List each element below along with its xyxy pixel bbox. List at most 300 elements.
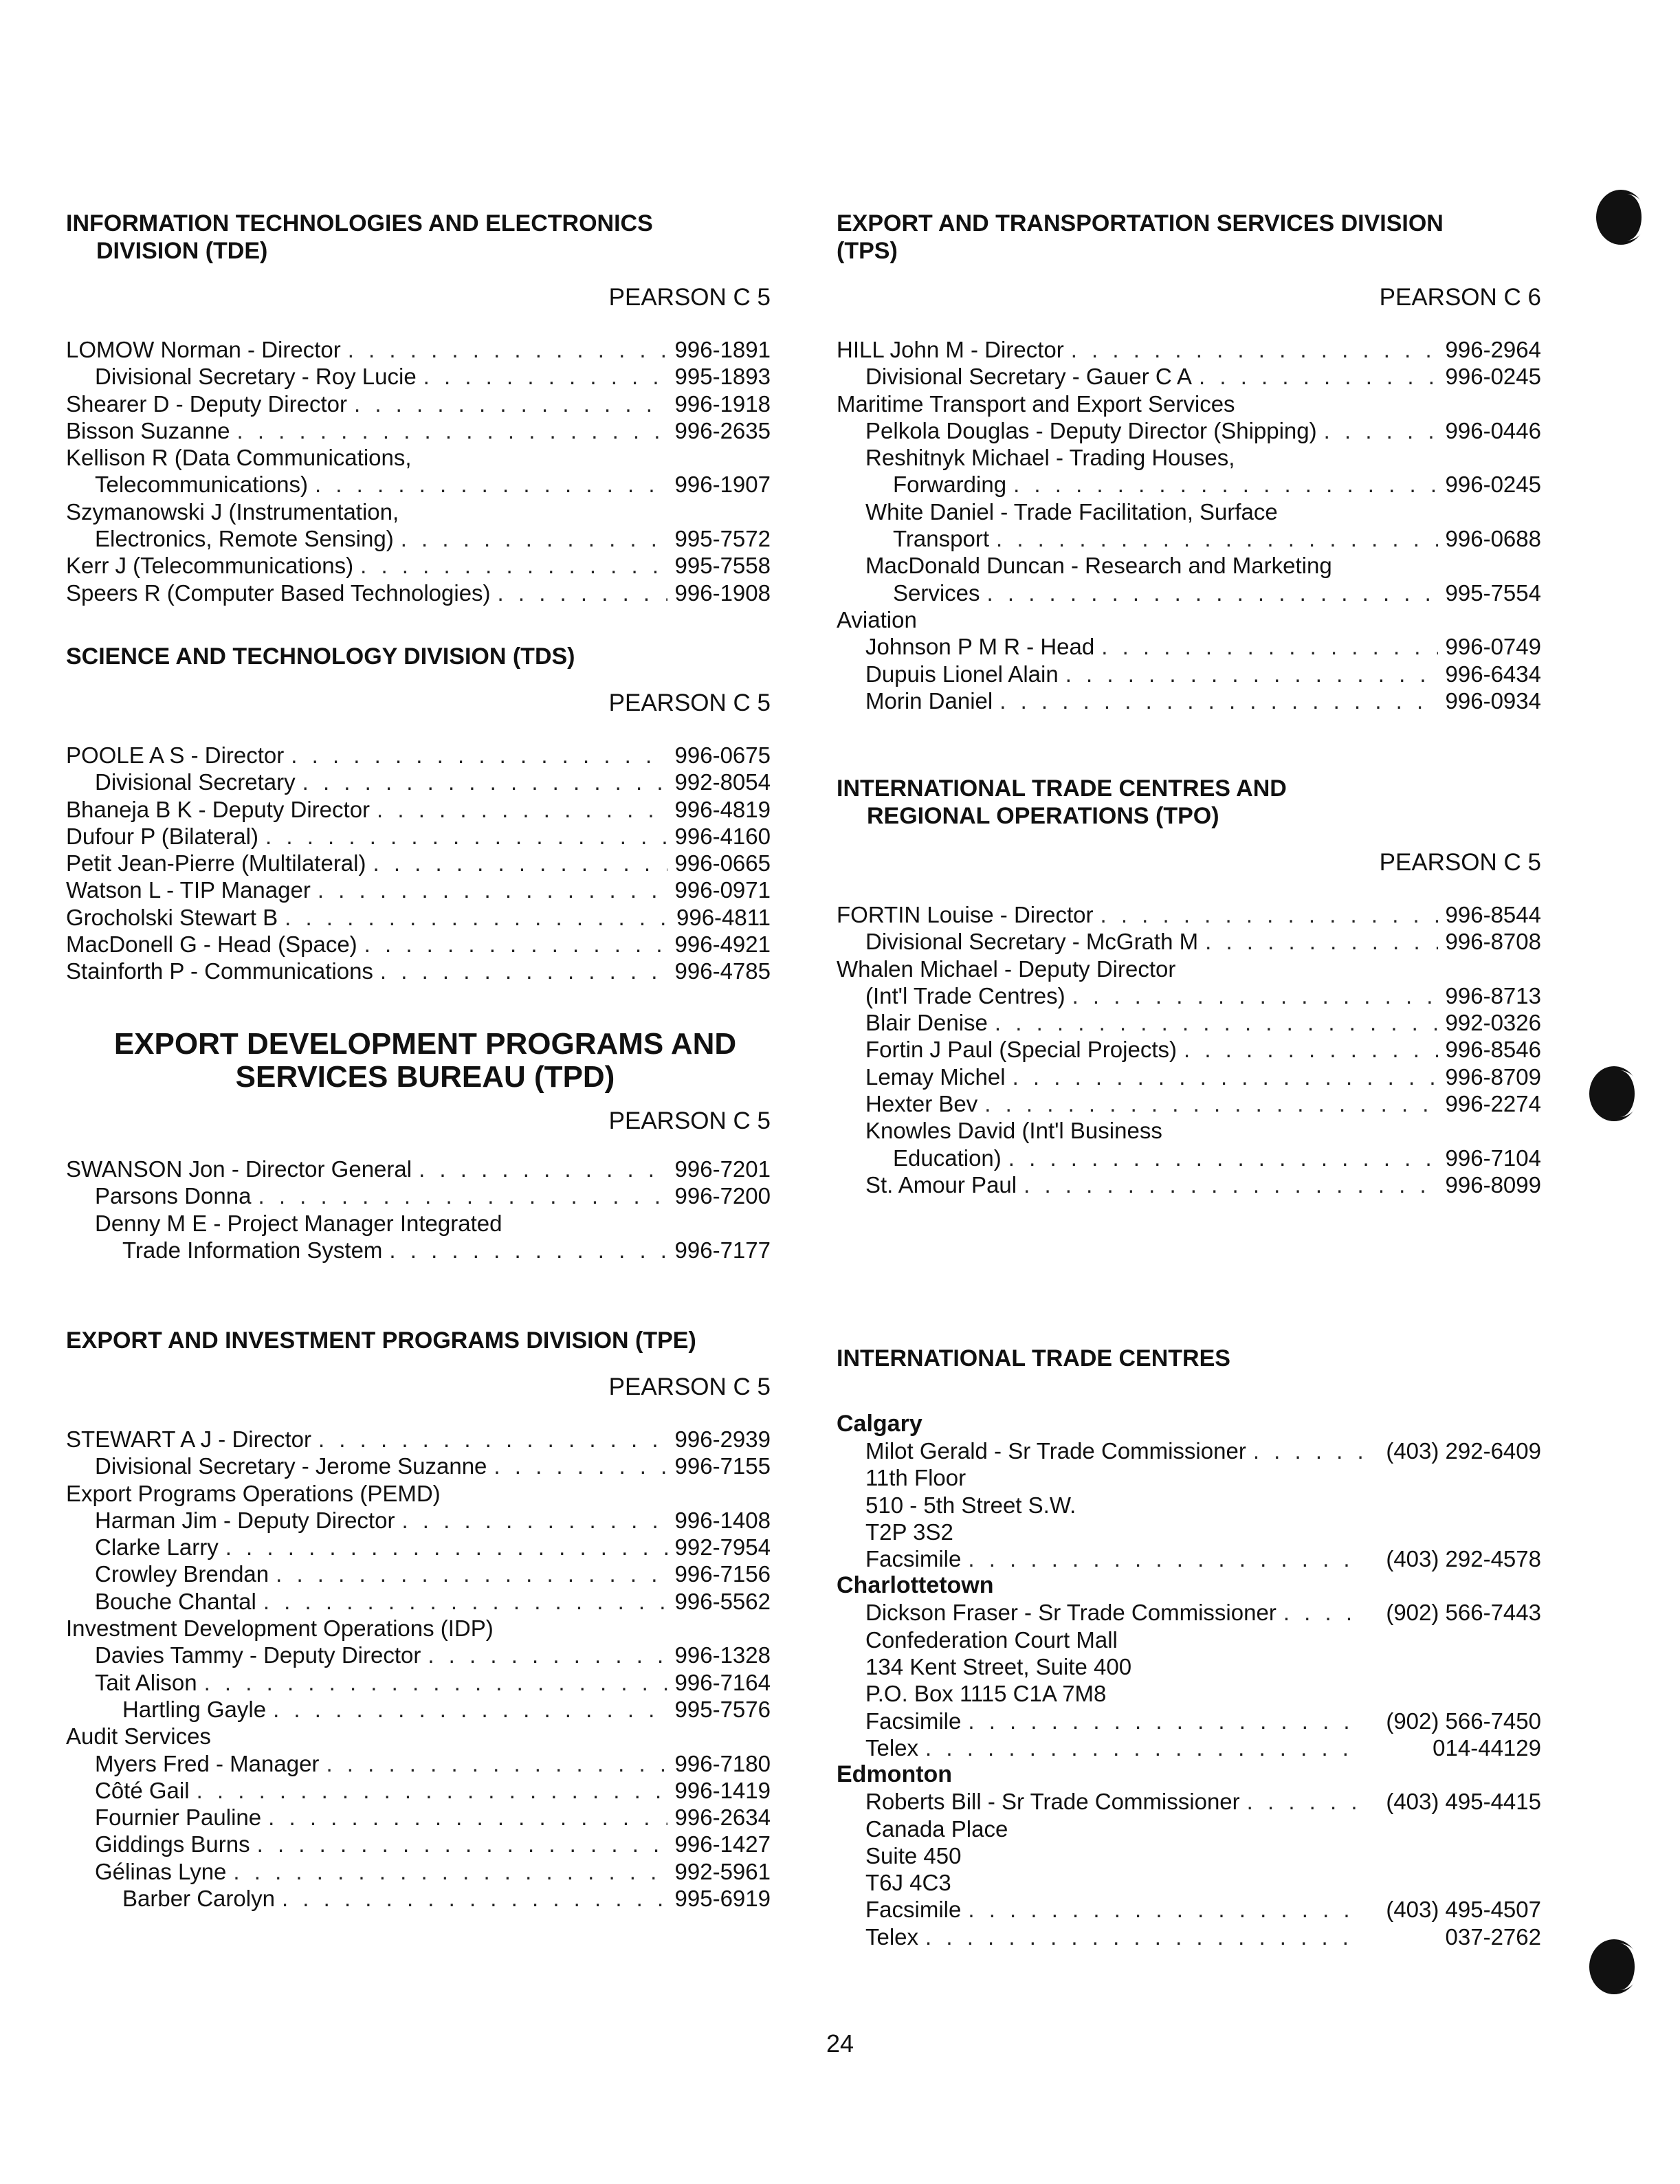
directory-entry	[837, 552, 1541, 579]
entry-name: Fournier Pauline	[95, 1805, 262, 1831]
location-label: PEARSON C 6	[1379, 284, 1541, 311]
dot-leader	[1093, 901, 1438, 928]
entry-phone: 996-7104	[1445, 1145, 1541, 1171]
section-title-line-1: EXPORT AND TRANSPORTATION SERVICES DIVISION	[837, 210, 1444, 236]
entry-phone: 996-7156	[674, 1561, 771, 1587]
section-tpd	[66, 1028, 771, 1327]
entry-name: Dufour P (Bilateral)	[66, 823, 259, 849]
entry-phone: (902) 566-7450	[1386, 1708, 1541, 1734]
dot-leader	[961, 1545, 1362, 1572]
directory-entry	[837, 1788, 1541, 1815]
entry-name: Clarke Larry	[95, 1534, 219, 1560]
dot-leader	[395, 1507, 667, 1534]
entry-name: Szymanowski J (Instrumentation,	[66, 498, 399, 525]
right-column	[837, 210, 1541, 1950]
entry-name: MacDonald Duncan - Research and Marketing	[865, 553, 1332, 579]
section-tpo	[837, 775, 1541, 1345]
entry-name: Parsons Donna	[95, 1183, 252, 1209]
entry-phone: 996-0675	[674, 742, 771, 768]
entry-name: Telecommunications)	[95, 472, 308, 498]
punch-hole-middle	[1587, 1062, 1644, 1125]
entry-name: Watson L - TIP Manager	[66, 877, 311, 903]
entry-name: Dickson Fraser - Sr Trade Commissioner	[865, 1600, 1276, 1626]
entry-phone: 996-7177	[674, 1237, 771, 1263]
entry-name: St. Amour Paul	[865, 1171, 1017, 1198]
entry-name: HILL John M - Director	[837, 337, 1064, 362]
directory-entry	[66, 1237, 771, 1264]
directory-entry	[66, 1182, 771, 1209]
entry-name: P.O. Box 1115 C1A 7M8	[865, 1681, 1107, 1707]
directory-entry	[66, 958, 771, 984]
directory-entry	[66, 769, 771, 795]
entry-phone: 996-2964	[1445, 337, 1541, 362]
dot-leader	[1317, 417, 1438, 444]
spacer	[502, 1210, 771, 1237]
section-title-line-1: INTERNATIONAL TRADE CENTRES AND	[837, 775, 1287, 802]
directory-entry	[66, 580, 771, 606]
location-label: PEARSON C 5	[608, 690, 771, 716]
directory-entry	[837, 1036, 1541, 1063]
directory-entry	[837, 1545, 1541, 1572]
dot-leader	[341, 336, 667, 363]
spacer	[917, 606, 1541, 633]
spacer	[1235, 390, 1541, 417]
entry-name: POOLE A S - Director	[66, 742, 285, 768]
directory-entry	[837, 956, 1541, 982]
dot-leader	[1240, 1788, 1362, 1815]
entry-name: Divisional Secretary - McGrath M	[865, 929, 1199, 955]
directory-entry	[837, 1519, 1541, 1545]
entry-phone: 996-0749	[1445, 634, 1541, 660]
directory-entry	[66, 823, 771, 850]
dot-leader	[296, 769, 667, 795]
entry-name: Trade Information System	[122, 1237, 383, 1263]
dot-leader	[989, 525, 1438, 552]
entry-name: Maritime Transport and Export Services	[837, 390, 1235, 417]
entry-name: Export Programs Operations (PEMD)	[66, 1480, 441, 1506]
entry-phone: 996-1328	[674, 1642, 771, 1668]
dot-leader	[961, 1708, 1362, 1734]
dot-leader	[1017, 1171, 1438, 1198]
entry-name: Roberts Bill - Sr Trade Commissioner	[865, 1789, 1240, 1815]
directory-entry	[66, 850, 771, 876]
entry-phone: 992-8054	[674, 769, 771, 795]
dot-leader	[366, 850, 667, 876]
entry-phone: 996-1907	[674, 472, 771, 498]
directory-entry	[837, 1117, 1541, 1144]
dot-leader	[1006, 471, 1438, 498]
punch-hole-icon	[1587, 1935, 1644, 1998]
dot-leader	[284, 742, 667, 769]
entry-phone: 996-4160	[674, 823, 771, 849]
punch-hole-icon	[1587, 1062, 1644, 1125]
section-title	[837, 210, 1541, 265]
directory-entry	[66, 471, 771, 498]
entry-name: Hexter Bev	[865, 1091, 978, 1117]
section-title-line-2: DIVISION (TDE)	[96, 238, 268, 264]
dot-leader	[256, 1588, 667, 1615]
directory-entry	[66, 1507, 771, 1534]
entry-phone: 996-7180	[674, 1750, 771, 1776]
section-title-line-1: SCIENCE AND TECHNOLOGY DIVISION (TDS)	[66, 643, 575, 670]
directory-entry	[66, 1858, 771, 1885]
entry-phone: (902) 566-7443	[1386, 1600, 1541, 1626]
dot-leader	[421, 1642, 667, 1668]
entry-phone: 996-8713	[1445, 982, 1541, 1008]
directory-entry	[837, 1063, 1541, 1090]
entry-name: Aviation	[837, 606, 917, 632]
dot-leader	[357, 931, 667, 958]
directory-entry	[837, 661, 1541, 687]
dot-leader	[250, 1831, 667, 1857]
entry-name: Divisional Secretary - Gauer C A	[865, 364, 1193, 390]
location-label: PEARSON C 5	[608, 1374, 771, 1400]
entry-name: Morin Daniel	[865, 687, 993, 714]
bureau-title-line-1: EXPORT DEVELOPMENT PROGRAMS AND	[113, 1027, 737, 1061]
entry-phone: 037-2762	[1445, 1923, 1541, 1950]
location-label: PEARSON C 5	[608, 1107, 771, 1134]
city-heading: Edmonton	[837, 1761, 953, 1788]
section-title-line-1: INFORMATION TECHNOLOGIES AND ELECTRONICS	[66, 210, 653, 236]
directory-entry	[66, 1831, 771, 1857]
entry-phone: 996-4921	[674, 931, 771, 958]
dot-leader	[311, 876, 667, 903]
entry-name: T2P 3S2	[865, 1519, 953, 1545]
directory-entry	[837, 1923, 1541, 1950]
dot-leader	[491, 580, 667, 606]
entry-name: Johnson P M R - Head	[865, 634, 1095, 660]
entry-phone: 996-0245	[1445, 364, 1541, 390]
entry-name: SWANSON Jon - Director General	[66, 1156, 412, 1182]
entry-phone: 995-1893	[674, 364, 771, 390]
spacer	[953, 1519, 1541, 1545]
entry-name: Côté Gail	[95, 1777, 190, 1803]
directory-entry	[837, 525, 1541, 552]
dot-leader	[278, 904, 667, 931]
dot-leader	[269, 1560, 667, 1587]
dot-leader	[319, 1750, 667, 1777]
directory-entry	[837, 901, 1541, 928]
spacer	[961, 1842, 1541, 1869]
entry-phone: (403) 292-6409	[1386, 1438, 1541, 1464]
entry-name: Reshitnyk Michael - Trading Houses,	[865, 445, 1235, 471]
entry-name: Knowles David (Int'l Business	[865, 1118, 1162, 1144]
dot-leader	[961, 1896, 1362, 1923]
dot-leader	[1006, 1063, 1438, 1090]
entry-phone: 996-8708	[1445, 929, 1541, 955]
directory-entry	[837, 1599, 1541, 1626]
directory-list	[837, 336, 1541, 714]
directory-entry	[66, 525, 771, 552]
directory-entry	[837, 1653, 1541, 1680]
directory-entry	[66, 876, 771, 903]
entry-name: Lemay Michel	[865, 1063, 1006, 1090]
entry-name: Crowley Brendan	[95, 1561, 269, 1587]
directory-entry	[66, 1210, 771, 1237]
entry-name: Forwarding	[893, 472, 1007, 498]
dot-leader	[308, 471, 667, 498]
dot-leader	[988, 1009, 1438, 1036]
dot-leader	[230, 417, 668, 444]
entry-phone: 995-7554	[1445, 580, 1541, 606]
entry-name: Blair Denise	[865, 1010, 988, 1036]
entry-name: Transport	[893, 526, 989, 552]
entry-phone: 995-6919	[674, 1886, 771, 1912]
directory-entry	[837, 1734, 1541, 1761]
directory-entry	[66, 1453, 771, 1479]
dot-leader	[275, 1885, 667, 1912]
directory-entry	[837, 928, 1541, 955]
entry-phone: 995-7572	[674, 526, 771, 552]
dot-leader	[1002, 1145, 1438, 1171]
directory-entry	[66, 1669, 771, 1696]
entry-phone: 996-5562	[674, 1588, 771, 1614]
bureau-title	[66, 1028, 771, 1094]
bureau-title-line-2: SERVICES BUREAU (TPD)	[235, 1060, 615, 1094]
entry-phone: 996-2939	[674, 1426, 771, 1452]
directory-entry	[66, 796, 771, 823]
entry-phone: 996-0665	[674, 850, 771, 876]
entry-name: White Daniel - Trade Facilitation, Surface	[865, 498, 1278, 525]
spacer	[1131, 1653, 1541, 1680]
spacer	[1008, 1816, 1541, 1842]
entry-name: Hartling Gayle	[122, 1696, 267, 1722]
directory-list	[66, 336, 771, 606]
entry-name: Education)	[893, 1145, 1002, 1171]
entry-phone: 992-0326	[1445, 1010, 1541, 1036]
directory-entry	[837, 1708, 1541, 1734]
entry-name: Electronics, Remote Sensing)	[95, 526, 394, 552]
section-title-line-2: (TPS)	[837, 238, 898, 264]
entry-name: Stainforth P - Communications	[66, 958, 373, 984]
entry-name: STEWART A J - Director	[66, 1426, 311, 1452]
dot-leader	[918, 1734, 1362, 1761]
entry-name: Divisional Secretary	[95, 769, 296, 795]
dot-leader	[219, 1534, 667, 1560]
entry-name: Barber Carolyn	[122, 1886, 275, 1912]
entry-phone: (403) 292-4578	[1386, 1546, 1541, 1572]
entry-name: Suite 450	[865, 1842, 962, 1868]
section-tpe	[66, 1327, 771, 1912]
dot-leader	[353, 552, 667, 579]
entry-name: Confederation Court Mall	[865, 1626, 1118, 1653]
directory-entry	[837, 1896, 1541, 1923]
entry-phone: 996-7155	[674, 1453, 771, 1479]
entry-name: Denny M E - Project Manager Integrated	[95, 1210, 502, 1236]
directory-entry	[66, 742, 771, 769]
entry-name: (Int'l Trade Centres)	[865, 982, 1065, 1008]
dot-leader	[251, 1182, 667, 1209]
directory-entry	[837, 1816, 1541, 1842]
spacer	[1106, 1680, 1541, 1707]
entry-phone: 996-2274	[1445, 1091, 1541, 1117]
punch-hole-bottom	[1587, 1935, 1644, 1998]
entry-phone: 996-1427	[674, 1831, 771, 1857]
dot-leader	[1064, 336, 1438, 363]
entry-phone: 996-8544	[1445, 902, 1541, 927]
trade-centre-list	[837, 1411, 1541, 1950]
directory-entry	[66, 417, 771, 444]
entry-name: Whalen Michael - Deputy Director	[837, 956, 1176, 982]
entry-phone: 996-1891	[674, 337, 771, 362]
entry-phone: 995-7576	[674, 1696, 771, 1722]
entry-phone: 996-6434	[1445, 661, 1541, 687]
entry-phone: 996-7164	[674, 1669, 771, 1695]
entry-name: Shearer D - Deputy Director	[66, 390, 347, 417]
entry-name: Divisional Secretary - Roy Lucie	[95, 364, 417, 390]
entry-phone: (403) 495-4507	[1386, 1897, 1541, 1923]
spacer	[1175, 956, 1541, 982]
directory-entry	[66, 1426, 771, 1453]
entry-name: Bouche Chantal	[95, 1588, 256, 1614]
directory-entry	[837, 363, 1541, 390]
entry-name: Investment Development Operations (IDP)	[66, 1615, 494, 1642]
directory-entry	[837, 417, 1541, 444]
section-title-line-2: REGIONAL OPERATIONS (TPO)	[867, 803, 1219, 829]
dot-leader	[370, 796, 667, 823]
directory-entry	[66, 931, 771, 958]
entry-name: Telex	[865, 1734, 919, 1761]
directory-entry	[837, 1145, 1541, 1171]
entry-name: Grocholski Stewart B	[66, 904, 278, 930]
section-title	[66, 210, 771, 265]
directory-list	[837, 901, 1541, 1198]
dot-leader	[311, 1426, 667, 1453]
dot-leader	[993, 687, 1438, 714]
entry-name: Davies Tammy - Deputy Director	[95, 1642, 421, 1668]
directory-entry	[837, 1171, 1541, 1198]
section-title	[837, 1345, 1541, 1372]
directory-entry	[66, 363, 771, 390]
dot-leader	[918, 1923, 1362, 1950]
directory-entry	[66, 498, 771, 525]
location-label: PEARSON C 5	[608, 284, 771, 311]
spacer	[1076, 1492, 1541, 1519]
entry-name: Facsimile	[865, 1708, 962, 1734]
dot-leader	[261, 1804, 667, 1831]
dot-leader	[266, 1696, 667, 1723]
section-title-line-1: EXPORT AND INVESTMENT PROGRAMS DIVISION (TPE)	[66, 1327, 696, 1354]
directory-entry	[66, 1750, 771, 1777]
directory-entry	[66, 1642, 771, 1668]
entry-name: Audit Services	[66, 1723, 211, 1750]
directory-entry	[66, 1804, 771, 1831]
dot-leader	[980, 580, 1438, 606]
directory-entry	[837, 1464, 1541, 1491]
entry-phone: 996-4819	[674, 796, 771, 822]
punch-hole-top	[1593, 186, 1651, 249]
spacer	[1332, 552, 1541, 579]
spacer	[1235, 444, 1541, 471]
directory-entry	[66, 1588, 771, 1615]
entry-name: Canada Place	[865, 1816, 1008, 1842]
directory-entry	[837, 1090, 1541, 1117]
directory-entry	[837, 982, 1541, 1009]
dot-leader	[190, 1777, 667, 1804]
entry-phone: (403) 495-4415	[1386, 1789, 1541, 1815]
directory-entry	[66, 1615, 771, 1642]
entry-phone: 996-0446	[1445, 417, 1541, 443]
entry-phone: 992-7954	[674, 1534, 771, 1560]
directory-entry	[837, 1626, 1541, 1653]
directory-entry	[837, 687, 1541, 714]
directory-list	[66, 742, 771, 985]
entry-phone: 996-0934	[1445, 687, 1541, 714]
entry-name: Speers R (Computer Based Technologies)	[66, 580, 491, 606]
spacer	[951, 1869, 1541, 1896]
dot-leader	[1192, 363, 1438, 390]
directory-entry	[837, 1842, 1541, 1869]
spacer	[494, 1615, 771, 1642]
dot-leader	[1246, 1437, 1362, 1464]
directory-entry	[837, 390, 1541, 417]
entry-name: Services	[893, 580, 980, 606]
dot-leader	[1059, 661, 1438, 687]
entry-name: Fortin J Paul (Special Projects)	[865, 1037, 1177, 1063]
entry-name: Facsimile	[865, 1546, 962, 1572]
city-heading: Charlottetown	[837, 1572, 994, 1599]
entry-name: Bisson Suzanne	[66, 417, 230, 443]
entry-phone: 014-44129	[1433, 1734, 1541, 1761]
dot-leader	[373, 958, 667, 984]
section-tps	[837, 210, 1541, 775]
entry-name: FORTIN Louise - Director	[837, 902, 1094, 927]
directory-entry	[66, 336, 771, 363]
entry-name: Kerr J (Telecommunications)	[66, 553, 354, 579]
entry-name: LOMOW Norman - Director	[66, 337, 341, 362]
directory-entry	[837, 336, 1541, 363]
directory-entry	[66, 1480, 771, 1507]
directory-entry	[837, 1437, 1541, 1464]
directory-list	[66, 1426, 771, 1912]
directory-entry	[66, 1777, 771, 1804]
entry-phone: 996-2635	[674, 417, 771, 443]
dot-leader	[1177, 1036, 1438, 1063]
entry-name: Myers Fred - Manager	[95, 1750, 320, 1776]
dot-leader	[977, 1090, 1438, 1117]
entry-phone: 996-1908	[674, 580, 771, 606]
directory-entry	[837, 1492, 1541, 1519]
dot-leader	[382, 1237, 667, 1264]
entry-name: MacDonell G - Head (Space)	[66, 931, 357, 958]
directory-entry	[66, 1534, 771, 1560]
location-label: PEARSON C 5	[1379, 849, 1541, 876]
entry-name: Milot Gerald - Sr Trade Commissioner	[865, 1438, 1246, 1464]
directory-entry	[837, 444, 1541, 471]
entry-name: 134 Kent Street, Suite 400	[865, 1654, 1132, 1680]
entry-name: Facsimile	[865, 1897, 962, 1923]
dot-leader	[258, 823, 667, 850]
entry-name: Petit Jean-Pierre (Multilateral)	[66, 850, 366, 876]
entry-name: Giddings Burns	[95, 1831, 250, 1857]
directory-entry	[837, 1680, 1541, 1707]
section-itc	[837, 1345, 1541, 1950]
dot-leader	[1065, 982, 1438, 1009]
dot-leader	[412, 1156, 667, 1182]
entry-phone: 996-8099	[1445, 1171, 1541, 1198]
entry-name: Tait Alison	[95, 1669, 197, 1695]
entry-phone: 996-0971	[674, 877, 771, 903]
entry-phone: 996-1408	[674, 1507, 771, 1533]
entry-name: Telex	[865, 1923, 919, 1950]
entry-phone: 996-4811	[676, 904, 771, 930]
entry-phone: 996-8709	[1445, 1063, 1541, 1090]
entry-phone: 996-1419	[674, 1777, 771, 1803]
spacer	[211, 1723, 771, 1750]
city-heading: Calgary	[837, 1411, 922, 1437]
entry-name: Harman Jim - Deputy Director	[95, 1507, 395, 1533]
spacer	[441, 1480, 771, 1507]
